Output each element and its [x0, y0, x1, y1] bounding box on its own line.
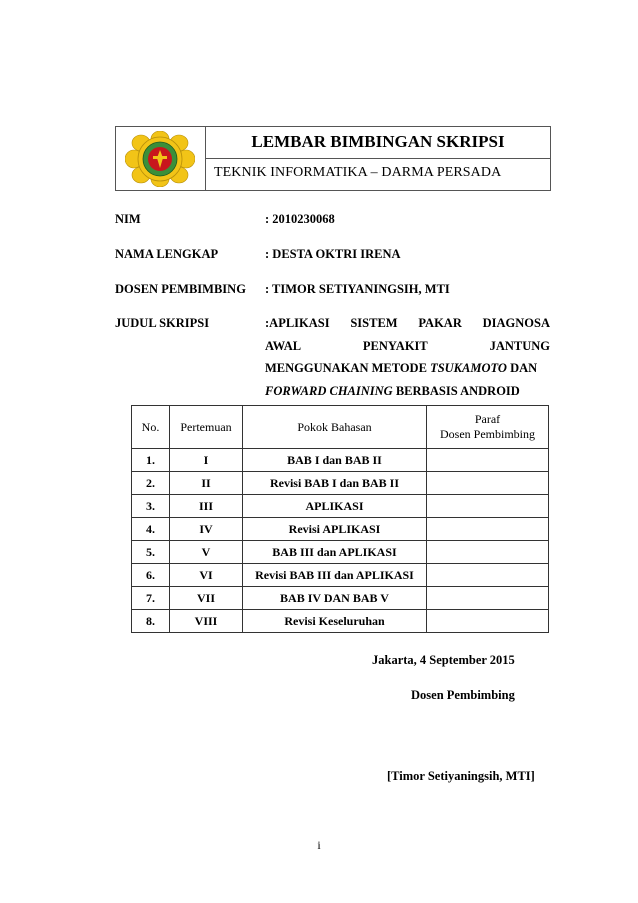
nim-label: NIM: [115, 212, 141, 226]
table-row: [132, 610, 549, 633]
thesis-text: MENGGUNAKAN METODE: [265, 361, 431, 375]
thesis-text: BERBASIS ANDROID: [392, 383, 520, 398]
cell-topic: Revisi Keseluruhan: [243, 610, 427, 633]
header-meeting: Pertemuan: [170, 406, 243, 449]
cell-no: 5.: [132, 541, 170, 564]
thesis-word: PENYAKIT: [362, 338, 428, 353]
document-subtitle: TEKNIK INFORMATIKA – DARMA PERSADA: [214, 165, 502, 180]
table-header-row: [132, 406, 549, 449]
logo-cell: [116, 127, 206, 190]
thesis-method: TSUKAMOTO: [430, 361, 507, 375]
thesis-word: :APLIKASI: [265, 316, 330, 330]
cell-meeting: I: [170, 449, 243, 472]
advisor-label: DOSEN PEMBIMBING: [115, 282, 246, 296]
cell-topic: BAB III dan APLIKASI: [243, 541, 427, 564]
table-body: [132, 449, 549, 633]
cell-no: 2.: [132, 472, 170, 495]
thesis-line-2: [265, 335, 550, 358]
header-signature-line2: Dosen Pembimbing: [440, 427, 535, 441]
cell-no: 3.: [132, 495, 170, 518]
cell-no: 6.: [132, 564, 170, 587]
thesis-word: JANTUNG: [489, 338, 550, 353]
cell-meeting: V: [170, 541, 243, 564]
cell-meeting: VII: [170, 587, 243, 610]
cell-signature: [427, 518, 549, 541]
consultation-table: [131, 405, 549, 633]
thesis-label: JUDUL SKRIPSI: [115, 316, 210, 330]
header-divider: [206, 158, 550, 159]
cell-signature: [427, 449, 549, 472]
thesis-word: DIAGNOSA: [482, 316, 550, 330]
thesis-word: PAKAR: [418, 316, 462, 330]
cell-no: 7.: [132, 587, 170, 610]
thesis-word: SISTEM: [350, 316, 398, 330]
cell-meeting: II: [170, 472, 243, 495]
table-row: [132, 495, 549, 518]
header-signature-line1: Paraf: [474, 412, 501, 426]
table-row: [132, 541, 549, 564]
table-row: [132, 587, 549, 610]
cell-meeting: VI: [170, 564, 243, 587]
cell-meeting: VIII: [170, 610, 243, 633]
advisor-value: : TIMOR SETIYANINGSIH, MTI: [265, 282, 450, 296]
name-label: NAMA LENGKAP: [115, 247, 219, 261]
header-topic: Pokok Bahasan: [243, 406, 427, 449]
cell-signature: [427, 495, 549, 518]
table-row: [132, 449, 549, 472]
cell-no: 1.: [132, 449, 170, 472]
thesis-line-4: [265, 380, 550, 403]
signer-name: [Timor Setiyaningsih, MTI]: [387, 769, 535, 783]
cell-meeting: III: [170, 495, 243, 518]
table-row: [132, 564, 549, 587]
signer-role: Dosen Pembimbing: [411, 688, 515, 702]
cell-topic: Revisi BAB I dan BAB II: [243, 472, 427, 495]
table-row: [132, 472, 549, 495]
thesis-line-3: [265, 357, 550, 380]
thesis-line-1: [265, 312, 550, 335]
page-number: i: [317, 838, 321, 852]
cell-signature: [427, 587, 549, 610]
place-date: Jakarta, 4 September 2015: [372, 653, 515, 667]
cell-topic: Revisi BAB III dan APLIKASI: [243, 564, 427, 587]
header-signature: [427, 406, 549, 449]
cell-topic: BAB IV DAN BAB V: [243, 587, 427, 610]
cell-signature: [427, 564, 549, 587]
cell-no: 8.: [132, 610, 170, 633]
document-title: LEMBAR BIMBINGAN SKRIPSI: [251, 132, 505, 151]
name-value: : DESTA OKTRI IRENA: [265, 247, 401, 261]
cell-no: 4.: [132, 518, 170, 541]
university-seal-icon: [125, 131, 195, 187]
header-box: [115, 126, 551, 191]
nim-value: : 2010230068: [265, 212, 335, 226]
cell-signature: [427, 472, 549, 495]
thesis-method: FORWARD CHAINING: [265, 383, 393, 398]
thesis-word: AWAL: [265, 338, 302, 353]
cell-signature: [427, 541, 549, 564]
cell-topic: Revisi APLIKASI: [243, 518, 427, 541]
cell-meeting: IV: [170, 518, 243, 541]
table-row: [132, 518, 549, 541]
cell-signature: [427, 610, 549, 633]
cell-topic: APLIKASI: [243, 495, 427, 518]
thesis-text: DAN: [506, 361, 538, 375]
thesis-title: [265, 312, 550, 402]
header-no: No.: [132, 406, 170, 449]
cell-topic: BAB I dan BAB II: [243, 449, 427, 472]
